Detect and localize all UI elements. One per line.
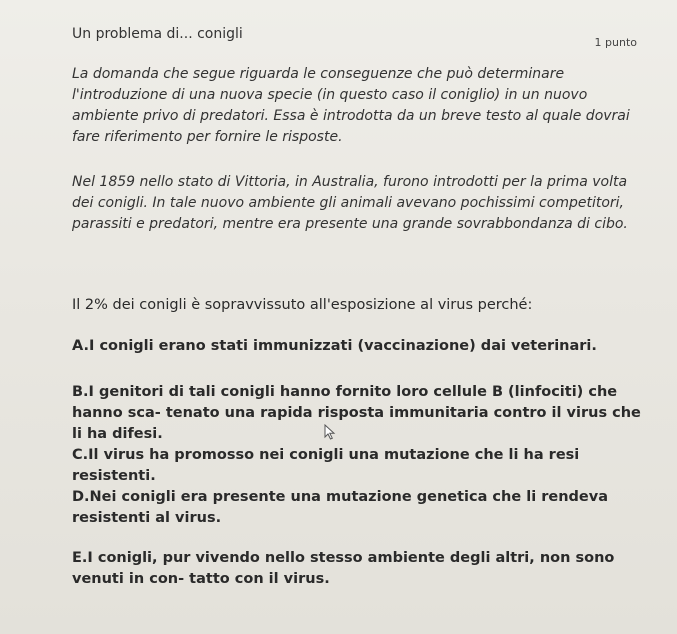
points-label: 1 punto [594, 36, 637, 49]
answer-option-c[interactable]: C.Il virus ha promosso nei conigli una mutazione che li ha resi resistenti. [72, 447, 580, 484]
question-text: Il 2% dei conigli è sopravvissuto all'esposizione al virus perché: [72, 297, 533, 313]
question-title: Un problema di... conigli [72, 26, 243, 42]
context-text: Nel 1859 nello stato di Vittoria, in Australia, furono introdotti per la prima volta dei conigli. In tale nuovo ambiente gli animali avevano pochissimi competitori, parassiti e predatori, mentre era presente una grande sovrabbondanza di cibo. [72, 174, 628, 232]
intro-text: La domanda che segue riguarda le conseguenze che può determinare l'introduzione di una nuova specie (in questo caso il coniglio) in un nuovo ambiente privo di predatori. Essa è introdotta da un breve testo al quale dovrai fare riferimento per fornire le risposte. [72, 66, 630, 145]
mouse-pointer-icon [324, 424, 336, 440]
answer-option-b[interactable]: B.I genitori di tali conigli hanno fornito loro cellule B (linfociti) che hanno sca- tenato una rapida risposta immunitaria contro il virus che li ha difesi. [72, 384, 641, 442]
answer-option-e[interactable]: E.I conigli, pur vivendo nello stesso ambiente degli altri, non sono venuti in con- tatto con il virus. [72, 550, 615, 587]
answer-option-a[interactable]: A.I conigli erano stati immunizzati (vaccinazione) dai veterinari. [72, 338, 597, 354]
answer-option-d[interactable]: D.Nei conigli era presente una mutazione genetica che li rendeva resistenti al virus. [72, 489, 608, 526]
question-header [72, 26, 637, 50]
